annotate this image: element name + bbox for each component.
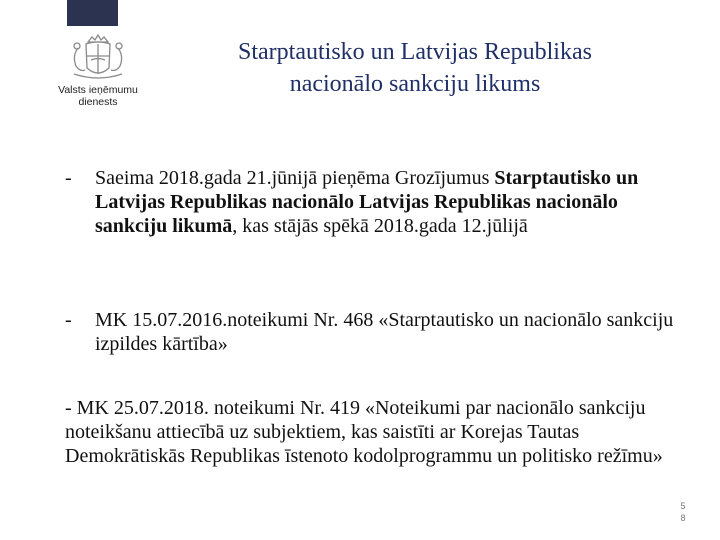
page-title: [150, 36, 680, 100]
list-item-3: - MK 25.07.2018. noteikumi Nr. 419 «Noteikumi par nacionālo sankciju noteikšanu attiecībā uz subjektiem, kas saistīti ar Korejas Tautas Demokrātiskās Republikas īstenoto kodolprogrammu un politisko režīmu»: [65, 397, 663, 467]
list-item-2: [65, 308, 685, 356]
coat-of-arms-icon: [64, 30, 132, 84]
title-line2: nacionālo sankciju likums: [289, 71, 541, 97]
law-title-bold: Starptautisko un Latvijas Republikas nacionālo Latvijas Republikas nacionālo sankciju likumā: [95, 167, 639, 237]
page-number: [678, 500, 688, 524]
title-line1: Starptautisko un Latvijas Republikas: [238, 39, 592, 65]
vid-logo: [52, 30, 144, 120]
list-item-1: [65, 166, 685, 238]
text-after: , kas stājās spēkā 2018.gada 12.jūlijā: [232, 215, 528, 237]
list-item-text: MK 15.07.2016.noteikumi Nr. 468 «Starptautisko un nacionālo sankciju izpildes kārtība»: [95, 309, 674, 355]
page-number-line2: 8: [680, 513, 686, 523]
logo-text-line2: dienests: [78, 96, 118, 108]
logo-text-line1: Valsts ieņēmumu: [58, 84, 138, 96]
page-number-line1: 5: [680, 501, 686, 511]
list-marker: -: [65, 167, 72, 189]
list-item-text: [95, 166, 685, 238]
text-before: Saeima 2018.gada 21.jūnijā pieņēma Grozījumus: [95, 167, 495, 189]
header-color-block: [67, 0, 118, 26]
list-marker: -: [65, 309, 72, 331]
